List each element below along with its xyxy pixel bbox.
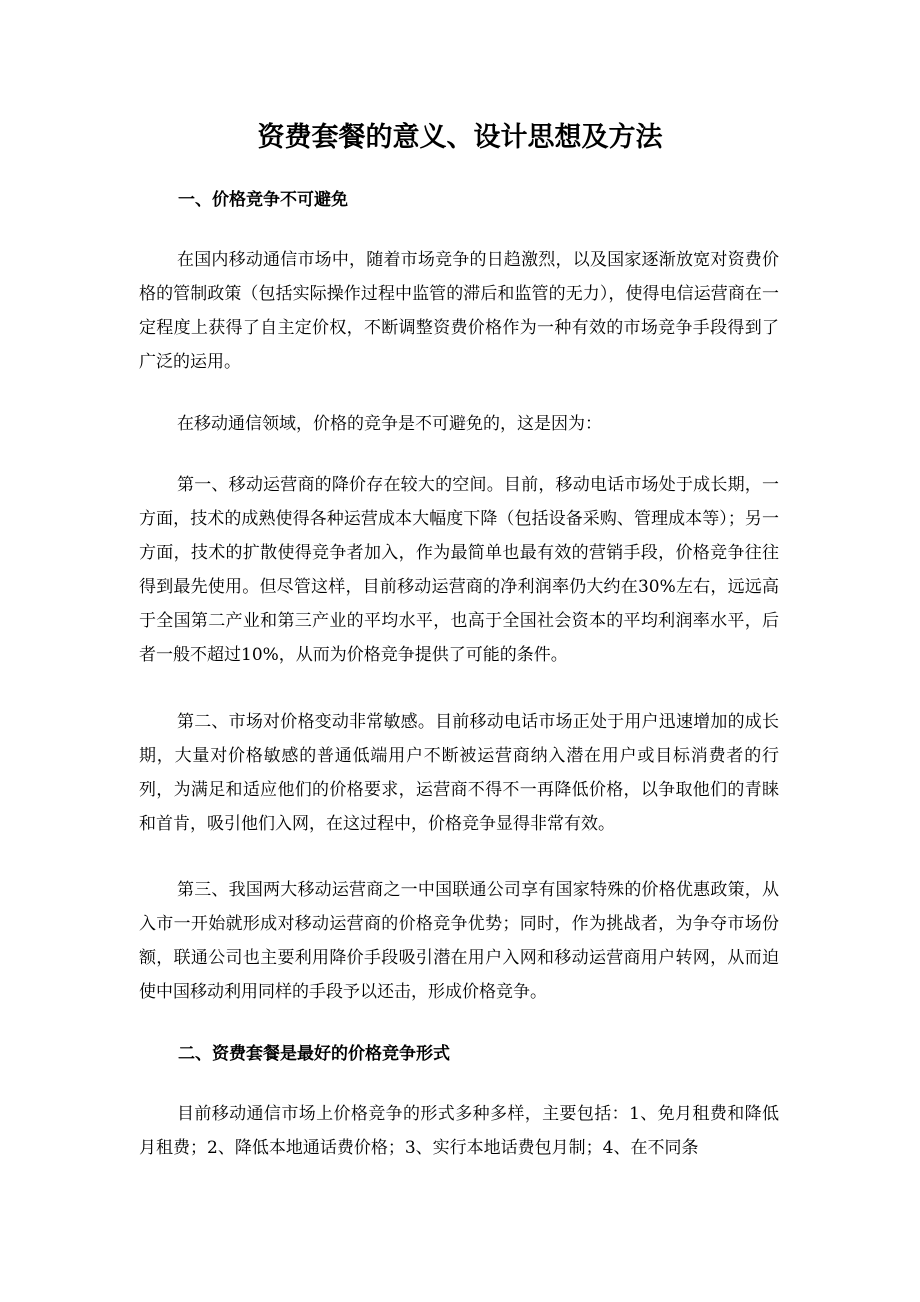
section-heading-1: 一、价格竞争不可避免 (178, 190, 348, 210)
paragraph-reason-1: 第一、移动运营商的降价存在较大的空间。目前，移动电话市场处于成长期，一方面，技术的成熟使得各种运营成本大幅度下降（包括设备采购、管理成本等）；另一方面，技术的扩散使得竞争者加入，作为最简单也最有效的营销手段，价格竞争往往得到最先使用。但尽管这样，目前移动运营商的净利润率仍大约在30%左右，远远高于全国第二产业和第三产业的平均水平，也高于全国社会资本的平均利润率水平，后者一般不超过10%，从而为价格竞争提供了可能的条件。 (139, 475, 779, 665)
paragraph-market-context: 在国内移动通信市场中，随着市场竞争的日趋激烈，以及国家逐渐放宽对资费价格的管制政策（包括实际操作过程中监管的滞后和监管的无力），使得电信运营商在一定程度上获得了自主定价权，不断调整资费价格作为一种有效的市场竞争手段得到了广泛的运用。 (139, 250, 779, 372)
paragraph-reason-intro: 在移动通信领域，价格的竞争是不可避免的，这是因为： (177, 414, 602, 434)
document-title: 资费套餐的意义、设计思想及方法 (257, 122, 663, 153)
paragraph-reason-3: 第三、我国两大移动运营商之一中国联通公司享有国家特殊的价格优惠政策，从入市一开始就形成对移动运营商的价格竞争优势；同时，作为挑战者，为争夺市场份额，联通公司也主要利用降价手段吸引潜在用户入网和移动运营商用户转网，从而迫使中国移动利用同样的手段予以还击，形成价格竞争。 (139, 880, 779, 1002)
paragraph-price-forms: 目前移动通信市场上价格竞争的形式多种多样，主要包括：1、免月租费和降低月租费；2、降低本地通话费价格；3、实行本地话费包月制；4、在不同条 (139, 1104, 779, 1158)
paragraph-reason-2: 第二、市场对价格变动非常敏感。目前移动电话市场正处于用户迅速增加的成长期，大量对价格敏感的普通低端用户不断被运营商纳入潜在用户或目标消费者的行列，为满足和适应他们的价格要求，运营商不得不一再降低价格，以争取他们的青睐和首肯，吸引他们入网，在这过程中，价格竞争显得非常有效。 (139, 712, 779, 834)
section-heading-2: 二、资费套餐是最好的价格竞争形式 (178, 1044, 450, 1064)
